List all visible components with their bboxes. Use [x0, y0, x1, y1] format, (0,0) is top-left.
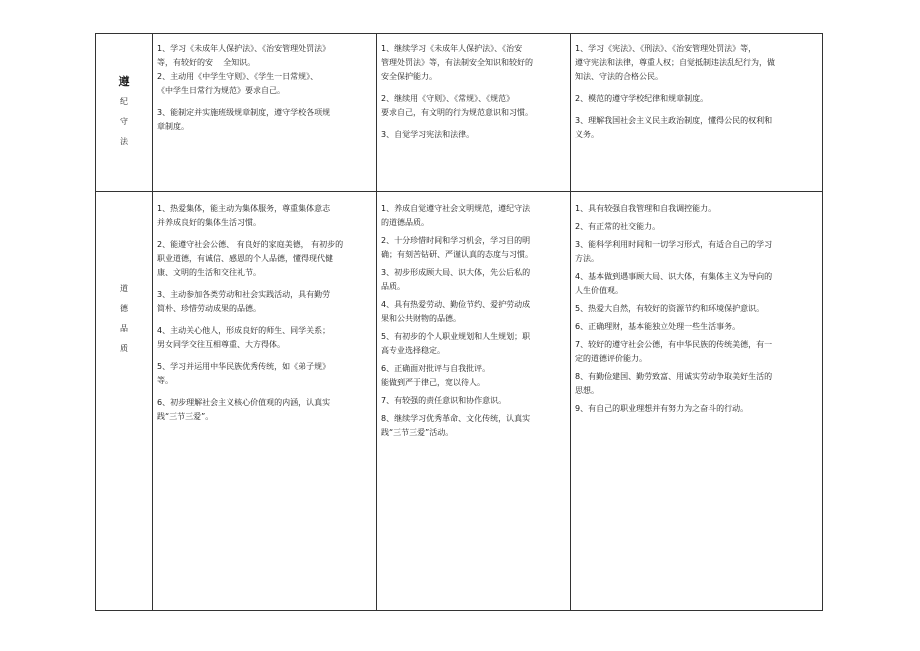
list-item: 5、热爱大自然，有较好的资源节约和环境保护意识。	[575, 304, 765, 313]
list-item: 6、正确理财，基本能独立处理一些生活事务。	[575, 322, 741, 331]
list-item: 2、模范的遵守学校纪律和规章制度。	[575, 94, 709, 103]
row1-grade3-cell	[575, 42, 819, 150]
list-item: 3、主动参加各类劳动和社会实践活动，具有勤劳 简朴、珍惜劳动成果的品德。	[157, 290, 331, 313]
list-item: 8、继续学习优秀革命、文化传统，认真实 践“三节三爱”活动。	[381, 414, 531, 437]
list-item: 3、能科学利用时间和一切学习形式，有适合自己的学习 方法。	[575, 240, 773, 263]
row-label-char: 德	[120, 304, 128, 313]
list-item: 7、较好的遵守社会公德，有中华民族的传统美德，有一 定的道德评价能力。	[575, 340, 773, 363]
row2-junior-cell	[157, 202, 373, 432]
row-label-char: 品	[120, 324, 128, 333]
list-item: 6、正确面对批评与自我批评。 能做到严于律己，宽以待人。	[381, 364, 491, 387]
row-label-moral	[96, 279, 152, 359]
list-item: 7、有较强的责任意识和协作意识。	[381, 396, 507, 405]
list-item: 3、能制定并实施班级规章制度，遵守学校各项规 章制度。	[157, 108, 331, 131]
list-item: 5、有初步的个人职业规划和人生规划；职 高专业选择稳定。	[381, 332, 531, 355]
list-item: 3、自觉学习宪法和法律。	[381, 130, 475, 139]
list-item: 4、具有热爱劳动、勤俭节约、爱护劳动成 果和公共财物的品德。	[381, 300, 531, 323]
row-label-char: 质	[120, 344, 128, 353]
list-item: 9、有自己的职业理想并有努力为之奋斗的行动。	[575, 404, 749, 413]
row2-grade2-cell	[381, 202, 567, 444]
list-item: 2、继续用《守则》、《常规》、《规范》 要求自己，有文明的行为规范意识和习惯。	[381, 94, 533, 117]
row-divider	[96, 191, 822, 192]
row-label-law	[96, 72, 152, 152]
row2-grade3-cell	[575, 202, 819, 420]
list-item: 1、继续学习《未成年人保护法》、《治安 管理处罚法》等，有法制安全知识和较好的 安全保护能力。	[381, 44, 533, 81]
column-divider	[570, 34, 571, 610]
list-item: 2、能遵守社会公德、 有良好的家庭美德， 有初步的 职业道德，有诚信、感恩的个人品德，懂得现代健 康、文明的生活和交往礼节。	[157, 240, 344, 277]
list-item: 3、理解我国社会主义民主政治制度，懂得公民的权利和 义务。	[575, 116, 773, 139]
row1-grade2-cell	[381, 42, 567, 150]
list-item: 4、基本做到遇事顾大局、识大体，有集体主义为导向的 人生价值观。	[575, 272, 773, 295]
list-item: 1、热爱集体，能主动为集体服务，尊重集体意志 并养成良好的集体生活习惯。	[157, 204, 331, 227]
list-item: 1、养成自觉遵守社会文明规范，遵纪守法 的道德品质。	[381, 204, 531, 227]
row-label-char: 守	[120, 117, 128, 126]
list-item: 1、学习《宪法》、《刑法》、《治安管理处罚法》等， 遵守宪法和法律，尊重人权；自觉抵制违法乱纪行为，做 知法、守法的合格公民。	[575, 44, 775, 81]
row-label-char: 遵	[118, 75, 130, 88]
list-item: 8、有勤俭建国、勤劳致富、用诚实劳动争取美好生活的 思想。	[575, 372, 773, 395]
list-item: 2、十分珍惜时间和学习机会，学习目的明 确；有刻苦钻研、严谨认真的态度与习惯。	[381, 236, 533, 259]
row-label-char: 道	[120, 284, 128, 293]
row-label-char: 纪	[120, 97, 128, 106]
list-item: 1、具有较强自我管理和自我调控能力。	[575, 204, 717, 213]
list-item: 2、有正常的社交能力。	[575, 222, 661, 231]
row-label-char: 法	[120, 137, 128, 146]
list-item: 5、学习并运用中华民族优秀传统，如《弟子规》 等。	[157, 362, 331, 385]
list-item: 3、初步形成顾大局、识大体，先公后私的 品质。	[381, 268, 531, 291]
list-item: 1、学习《未成年人保护法》、《治安管理处罚法》 等，有较好的安 全知识。 2、主动用《中学生守则》、《学生一日常规》、 《中学生日常行为规范》要求自己。	[157, 44, 331, 95]
column-divider	[376, 34, 377, 610]
column-divider	[152, 34, 153, 610]
list-item: 6、初步理解社会主义核心价值观的内涵，认真实 践“三节三爱”。	[157, 398, 331, 421]
row1-junior-cell	[157, 42, 373, 142]
list-item: 4、主动关心他人，形成良好的师生、同学关系； 男女同学交往互相尊重、大方得体。	[157, 326, 331, 349]
curriculum-table	[95, 33, 823, 611]
